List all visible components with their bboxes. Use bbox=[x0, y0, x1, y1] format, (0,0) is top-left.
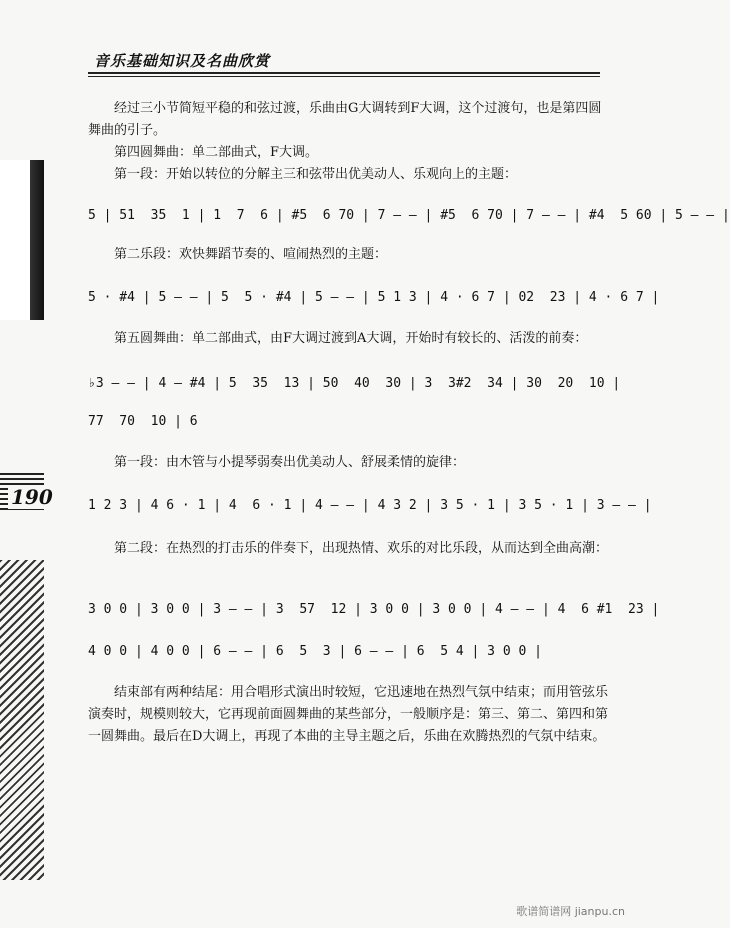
header-rule-thin bbox=[88, 76, 600, 77]
paragraph: 第二段：在热烈的打击乐的伴奏下，出现热情、欢乐的对比乐段，从而达到全曲高潮： bbox=[114, 541, 609, 556]
notation-line: 77 70 10 | 6 bbox=[88, 414, 198, 429]
page-number: 190 bbox=[8, 485, 56, 509]
paragraph: 第一段：由木管与小提琴弱奏出优美动人、舒展柔情的旋律： bbox=[114, 455, 466, 470]
paragraph: 第五圆舞曲：单二部曲式，由F大调过渡到A大调，开始时有较长的、活泼的前奏： bbox=[114, 331, 588, 346]
book-spine-decoration bbox=[0, 160, 44, 320]
site-watermark: 歌谱简谱网 jianpu.cn bbox=[516, 905, 625, 918]
notation-line: ♭3 — — | 4 — #4 | 5 35 13 | 50 40 30 | 3 3#2 34 | 30 20 10 | bbox=[88, 376, 621, 391]
notation-line: 1 2 3 | 4 6 · 1 | 4 6 · 1 | 4 — — | 4 3 2 | 3 5 · 1 | 3 5 · 1 | 3 — — | bbox=[88, 498, 652, 513]
paragraph: 经过三小节简短平稳的和弦过渡，乐曲由G大调转到F大调，这个过渡句，也是第四圆舞曲的引子。 bbox=[88, 101, 602, 138]
paragraph: 第一段：开始以转位的分解主三和弦带出优美动人、乐观向上的主题： bbox=[114, 167, 518, 182]
page-header-title: 音乐基础知识及名曲欣赏 bbox=[94, 52, 271, 70]
book-spine-decoration bbox=[0, 560, 44, 880]
notation-line: 5 | 51 35 1 | 1 7 6 | #5 6 70 | 7 — — | #5 6 70 | 7 — — | #4 5 60 | 5 — — | bbox=[88, 208, 730, 223]
paragraph: 结束部有两种结尾：用合唱形式演出时较短，它迅速地在热烈气氛中结束；而用管弦乐演奏时，规模则较大，它再现前面圆舞曲的某些部分，一般顺序是：第三、第二、第四和第一圆舞曲。最后在D大调上，再现了本曲的主导主题之后，乐曲在欢腾热烈的气氛中结束。 bbox=[88, 685, 609, 744]
notation-line: 3 0 0 | 3 0 0 | 3 — — | 3 57 12 | 3 0 0 | 3 0 0 | 4 — — | 4 6 #1 23 | bbox=[88, 602, 660, 617]
notation-line: 4 0 0 | 4 0 0 | 6 — — | 6 5 3 | 6 — — | 6 5 4 | 3 0 0 | bbox=[88, 644, 542, 659]
notation-line: 5 · #4 | 5 — — | 5 5 · #4 | 5 — — | 5 1 3 | 4 · 6 7 | 02 23 | 4 · 6 7 | bbox=[88, 290, 660, 305]
paragraph: 第四圆舞曲：单二部曲式，F大调。 bbox=[114, 145, 319, 160]
paragraph: 第二乐段：欢快舞蹈节奏的、喧闹热烈的主题： bbox=[114, 247, 388, 262]
header-rule bbox=[88, 72, 600, 74]
